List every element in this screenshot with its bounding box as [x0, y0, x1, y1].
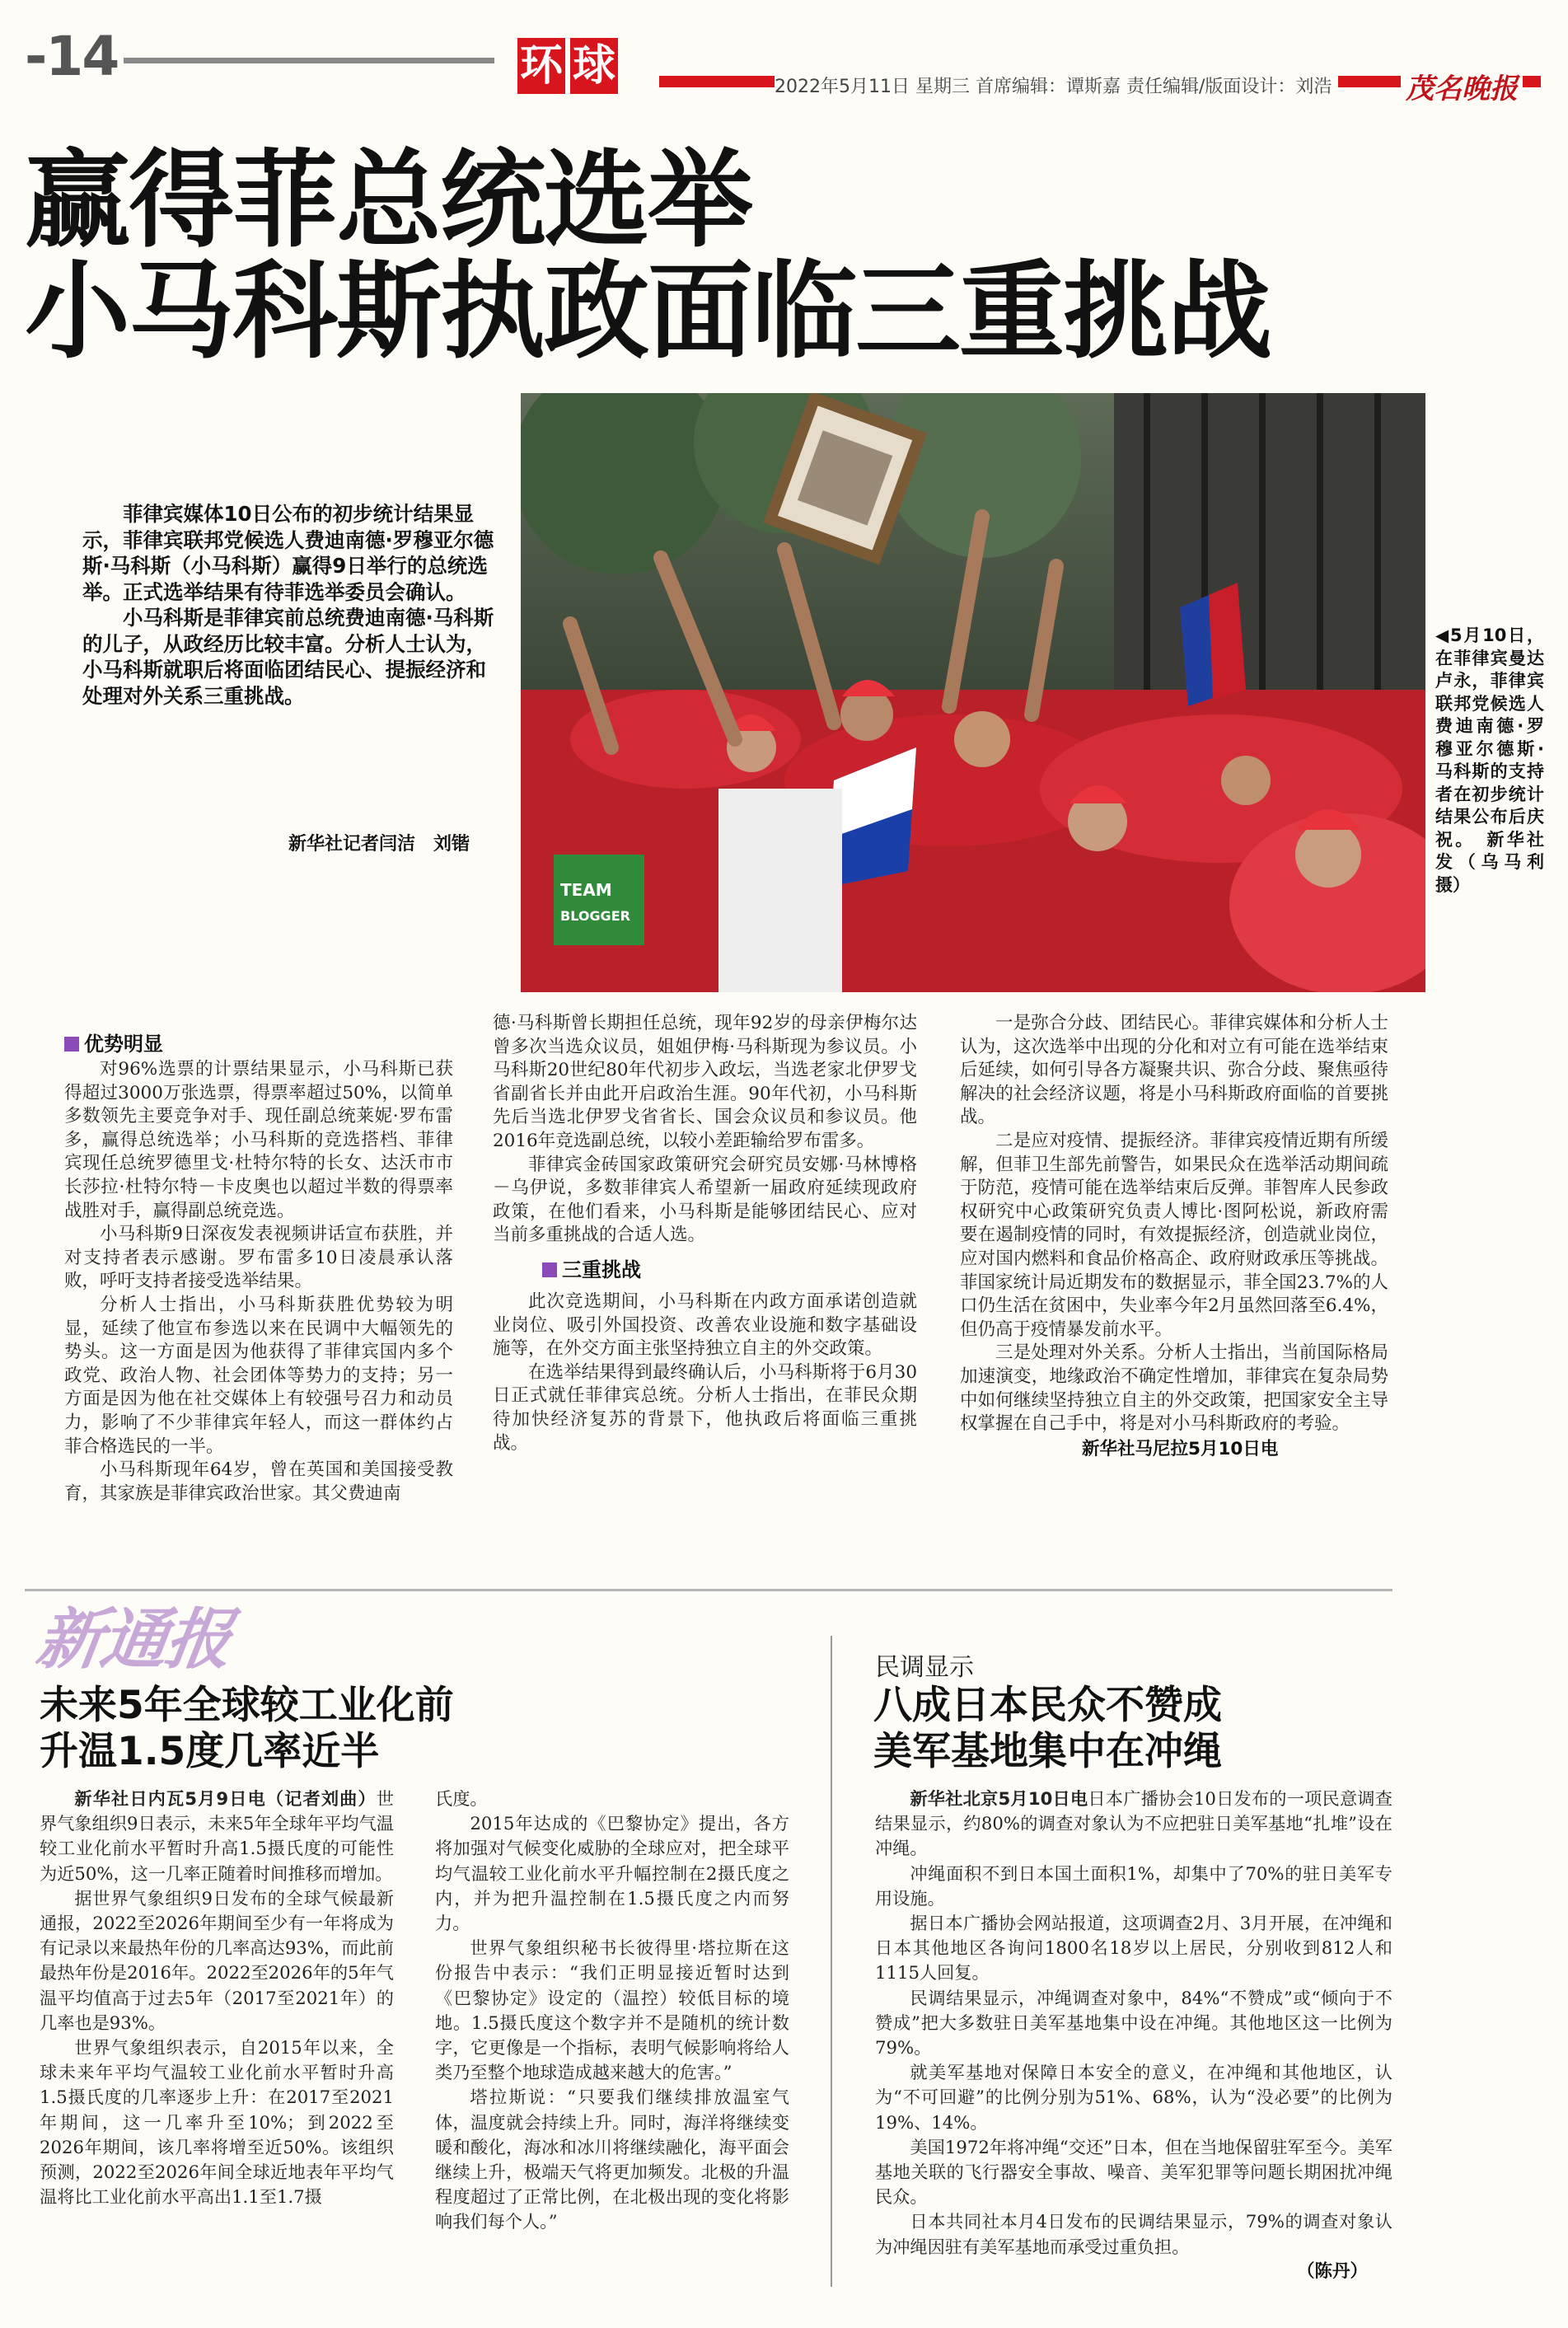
lead-paragraphs	[82, 501, 503, 709]
story2-paragraph: 世界气象组织9日表示，未来5年全球年平均气温较工业化前水平暂时升高1.5摄氏度的可能性为近50%，这一几率正随着时间推移而增加。	[40, 1788, 394, 1884]
story2-paragraph: 世界气象组织表示，自2015年以来，全球未来年平均气温较工业化前水平暂时升高1.5摄氏度的几率逐步上升：在2017至2021年期间，这一几率升至10%；到2022至2026年期间，该几率将增至近50%。该组织预测，2022至2026年间全球近地表年平均气温将比工业化前水平高出1.1至1.7摄	[40, 2037, 394, 2208]
lead-paragraph-2: 小马科斯是菲律宾前总统费迪南德·马科斯的儿子，从政经历比较丰富。分析人士认为，小马科斯就职后将面临团结民心、提振经济和处理对外关系三重挑战。	[82, 606, 494, 708]
headline-line-2: 小马科斯执政面临三重挑战	[25, 251, 1271, 373]
header-rule	[124, 58, 494, 63]
main-column-2	[493, 1012, 917, 1455]
story3-column	[875, 1787, 1392, 2284]
subhead-challenges: 三重挑战	[542, 1256, 917, 1284]
main-paragraph: 二是应对疫情、提振经济。菲律宾疫情近期有所缓解，但菲卫生部先前警告，如果民众在选举活动期间疏于防范，疫情可能在选举结束后反弹。菲智库人民参政权研究中心政策研究负责人博比·图阿松说，新政府需要在遏制疫情的同时，有效提振经济，创造就业岗位，应对国内燃料和食品价格高企、政府财政承压等挑战。菲国家统计局近期发布的数据显示，菲全国23.7%的人口仍生活在贫困中，失业率今年2月虽然回落至6.4%，但仍高于疫情暴发前水平。	[960, 1130, 1388, 1340]
lead-paragraph-1: 菲律宾媒体10日公布的初步统计结果显示，菲律宾联邦党候选人费迪南德·罗穆亚尔德斯·马科斯（小马科斯）赢得9日举行的总统选举。正式选举结果有待菲选举委员会确认。	[82, 502, 494, 604]
main-paragraph: 小马科斯现年64岁，曾在英国和美国接受教育，其家族是菲律宾政治世家。其父费迪南	[64, 1459, 453, 1504]
story2-dateline: 新华社日内瓦5月9日电（记者刘曲）	[74, 1788, 377, 1809]
story2-title-line-2: 升温1.5度几率近半	[40, 1729, 380, 1774]
subhead-marker-icon	[542, 1262, 557, 1277]
main-paragraph: 德·马科斯曾长期担任总统，现年92岁的母亲伊梅尔达曾多次当选众议员，姐姐伊梅·马科斯现为参议员。小马科斯20世纪80年代初步入政坛，当选老家北伊罗戈省副省长并由此开启政治生涯。90年代初，小马科斯先后当选北伊罗戈省省长、国会众议员和参议员。他2016年竞选副总统，以较小差距输给罗布雷多。	[493, 1013, 917, 1151]
main-paragraph: 小马科斯9日深夜发表视频讲话宣布获胜，并对支持者表示感谢。罗布雷多10日凌晨承认落败，呼吁支持者接受选举结果。	[64, 1224, 453, 1292]
sign-team-text: TEAM	[560, 880, 612, 900]
story3-paragraph: 日本广播协会10日发布的一项民意调查结果显示，约80%的调查对象认为不应把驻日美军基地“扎堆”设在冲绳。	[875, 1788, 1392, 1859]
main-column-3	[960, 1012, 1388, 1461]
story2-title-line-1: 未来5年全球较工业化前	[40, 1683, 454, 1728]
story3-dateline: 新华社北京5月10日电	[910, 1788, 1088, 1809]
story3-paragraph: 冲绳面积不到日本国土面积1%，却集中了70%的驻日美军专用设施。	[875, 1862, 1392, 1909]
story2-paragraph: 氏度。	[435, 1788, 488, 1809]
story2-column-2	[435, 1787, 789, 2235]
story3-paragraph: 日本共同社本月4日发布的民调结果显示，79%的调查对象认为冲绳因驻有美军基地而承受过重负担。	[875, 2211, 1392, 2257]
main-paragraph: 三是处理对外关系。分析人士指出，当前国际格局加速演变，地缘政治不确定性增加，菲律宾在复杂局势中如何继续坚持独立自主的外交政策，把国家安全主导权掌握在自己手中，将是对小马科斯政府的考验。	[960, 1342, 1388, 1435]
story2-column-1	[40, 1787, 394, 2209]
rally-photo-illustration	[521, 393, 1425, 992]
story2-paragraph: 塔拉斯说：“只要我们继续排放温室气体，温度就会持续上升。同时，海洋将继续变暖和酸化，海冰和冰川将继续融化，海平面会继续上升，极端天气将更加频发。北极的升温程度超过了正常比例，在北极出现的变化将影响我们每个人。”	[435, 2087, 789, 2232]
story3-paragraph: 民调结果显示，冲绳调查对象中，84%“不赞成”或“倾向于不赞成”把大多数驻日美军基地集中设在冲绳。其他地区这一比例为79%。	[875, 1987, 1392, 2059]
story3-paragraph: 就美军基地对保障日本安全的意义，在冲绳和其他地区，认为“不可回避”的比例分别为51%、68%，认为“没必要”的比例为19%、14%。	[875, 2062, 1392, 2133]
story3-paragraph: 美国1972年将冲绳“交还”日本，但在当地保留驻军至今。美军基地关联的飞行器安全事故、噪音、美军犯罪等问题长期困扰冲绳民众。	[875, 2136, 1392, 2208]
main-paragraph: 在选举结果得到最终确认后，小马科斯将于6月30日正式就任菲律宾总统。分析人士指出，在菲民众期待加快经济复苏的背景下，他执政后将面临三重挑战。	[493, 1361, 917, 1454]
story2-paragraph: 世界气象组织秘书长彼得里·塔拉斯在这份报告中表示：“我们正明显接近暂时达到《巴黎协定》设定的（温控）较低目标的境地。1.5摄氏度这个数字并不是随机的统计数字，它更像是一个指标，表明气候影响将给人类乃至整个地球造成越来越大的危害。”	[435, 1937, 789, 2083]
story3-title-line-2: 美军基地集中在冲绳	[873, 1729, 1222, 1774]
main-column-1	[64, 1030, 453, 1506]
newspaper-logo: 茂名晚报	[1401, 66, 1523, 106]
section-label-char-1: 环	[517, 38, 565, 94]
story3-paragraph: 据日本广播协会网站报道，这项调查2月、3月开展，在冲绳和日本其他地区各询问1800名18岁以上居民，分别收到812人和1115人回复。	[875, 1913, 1392, 1984]
main-paragraph: 一是弥合分歧、团结民心。菲律宾媒体和分析人士认为，这次选举中出现的分化和对立有可能在选举结束后延续，如何引导各方凝聚共识、弥合分歧、聚焦亟待解决的社会经济议题，将是小马科斯政府面临的首要挑战。	[960, 1013, 1388, 1128]
page-number: -14	[25, 25, 119, 88]
column-divider	[831, 1636, 832, 2287]
story3-sign: （陈丹）	[1296, 2260, 1368, 2282]
story3-title-line-1: 八成日本民众不赞成	[873, 1683, 1222, 1728]
story-kicker: 新通报	[31, 1601, 236, 1678]
main-paragraph: 对96%选票的计票结果显示，小马科斯已获得超过3000万张选票，得票率超过50%，以简单多数领先主要竞争对手、现任副总统莱妮·罗布雷多，赢得总统选举；小马科斯的竞选搭档、菲律宾现任总统罗德里戈·杜特尔特的长女、达沃市市长莎拉·杜特尔特－卡皮奥也以超过半数的得票率战胜对手，赢得副总统竞选。	[64, 1059, 453, 1221]
subhead-marker-icon	[64, 1037, 79, 1052]
sign-blogger-text: BLOGGER	[560, 908, 630, 924]
story2-paragraph: 据世界气象组织9日发布的全球气候最新通报，2022至2026年期间至少有一年将成为有记录以来最热年份的几率高达93%，而此前最热年份是2016年。2022至2026年的5年气温平均值高于过去5年（2017至2021年）的几率也是93%。	[40, 1887, 394, 2033]
photo-caption: ◀5月10日，在菲律宾曼达卢永，菲律宾联邦党候选人费迪南德·罗穆亚尔德斯·马科斯的支持者在初步统计结果公布后庆祝。 新华社发（乌马利摄）	[1435, 625, 1544, 895]
main-dateline-sign: 新华社马尼拉5月10日电	[1082, 1438, 1279, 1459]
subhead-advantage: 优势明显	[64, 1030, 453, 1058]
issue-dateline: 2022年5月11日 星期三 首席编辑：谭斯嘉 责任编辑/版面设计：刘浩	[775, 73, 1338, 98]
story2-paragraph: 2015年达成的《巴黎协定》提出，各方将加强对气候变化威胁的全球应对，把全球平均气温较工业化前水平升幅控制在2摄氏度之内，并为把升温控制在1.5摄氏度之内而努力。	[435, 1813, 789, 1934]
section-label-char-2: 球	[570, 38, 618, 94]
story3-pretitle: 民调显示	[875, 1653, 974, 1682]
byline: 新华社记者闫洁 刘锴	[288, 834, 470, 855]
main-paragraph: 此次竞选期间，小马科斯在内政方面承诺创造就业岗位、吸引外国投资、改善农业设施和数字基础设施等，在外交方面主张坚持独立自主的外交政策。	[493, 1290, 917, 1360]
headline-line-1: 赢得菲总统选举	[25, 139, 752, 262]
rally-photo	[521, 393, 1425, 992]
section-divider	[25, 1589, 1392, 1591]
main-paragraph: 分析人士指出，小马科斯获胜优势较为明显，延续了他宣布参选以来在民调中大幅领先的势头。这一方面是因为他获得了菲律宾国内多个政党、政治人物、社会团体等势力的支持；另一方面是因为他在社交媒体上有较强号召力和动员力，影响了不少菲律宾年轻人，而这一群体约占菲合格选民的一半。	[64, 1294, 453, 1457]
main-paragraph: 菲律宾金砖国家政策研究会研究员安娜·马林博格－乌伊说，多数菲律宾人希望新一届政府延续现政府政策，在他们看来，小马科斯是能够团结民心、应对当前多重挑战的合适人选。	[493, 1154, 917, 1246]
